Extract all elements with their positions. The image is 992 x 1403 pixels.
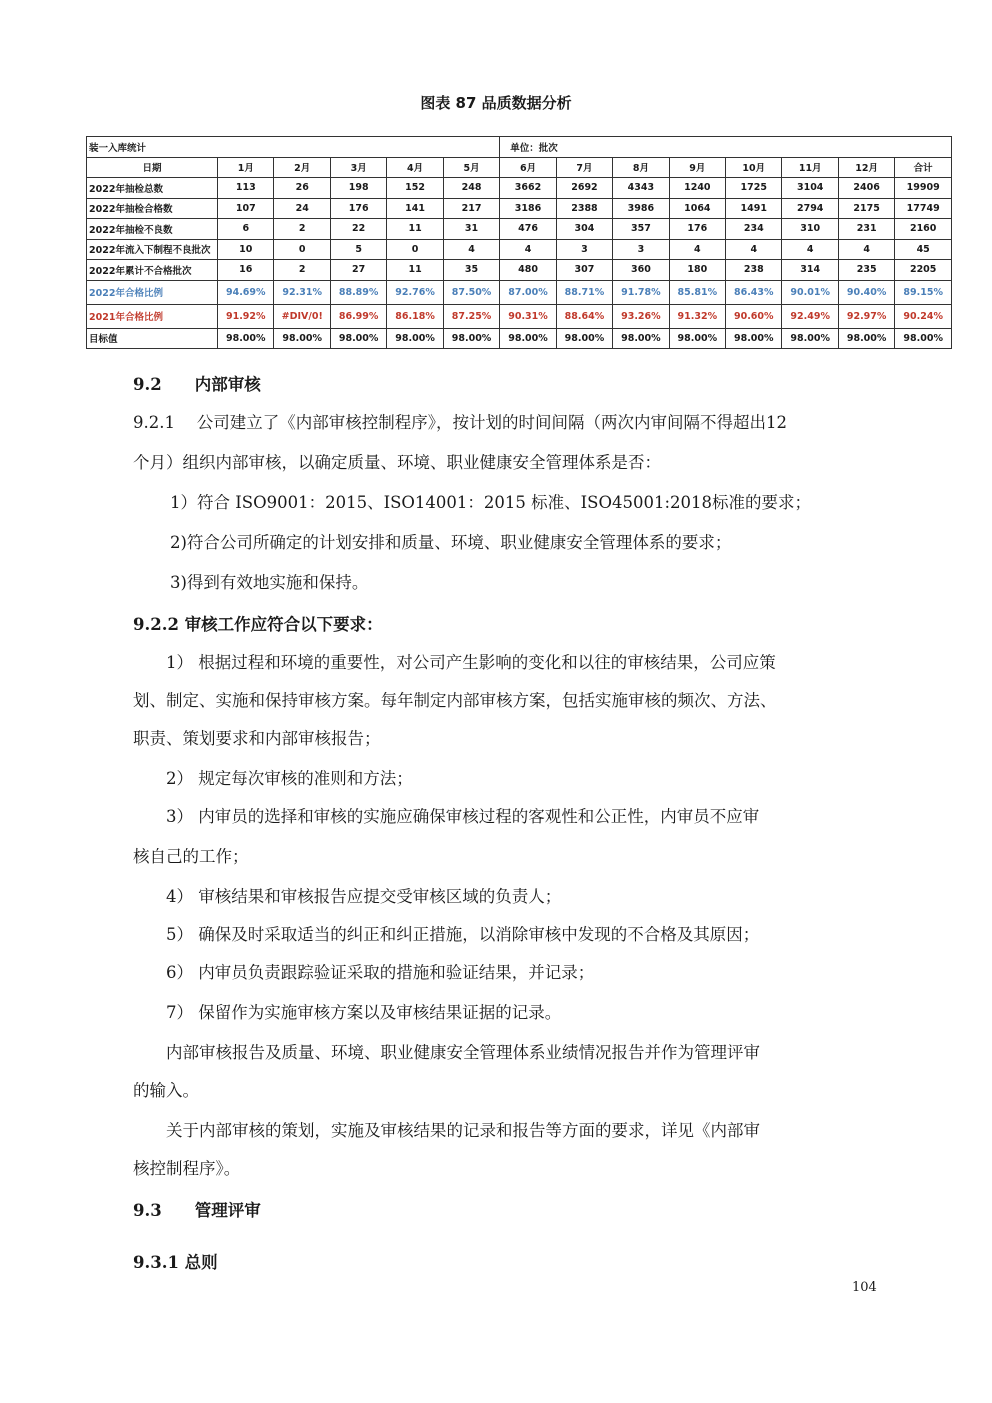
req7: 7） 保留作为实施审核方案以及审核结果证据的记录。 [166, 1003, 562, 1022]
table-cell: 2 [274, 260, 330, 281]
table-header-cell: 2月 [274, 157, 330, 178]
table-cell: 22 [330, 219, 386, 240]
table-cell: 88.89% [330, 280, 386, 304]
table-cell: 4343 [613, 178, 669, 199]
table-cell: 98.00% [669, 328, 725, 349]
table-header-cell: 9月 [669, 157, 725, 178]
table-row [87, 328, 952, 349]
req6: 6） 内审员负责跟踪验证采取的措施和验证结果，并记录； [166, 963, 595, 982]
row-label: 2022年抽检合格数 [87, 198, 218, 219]
table-cell: 94.69% [218, 280, 274, 304]
table-cell: 19909 [895, 178, 952, 199]
section-9-2-2-title: 9.2.2 审核工作应符合以下要求： [133, 615, 383, 634]
table-cell: 2 [274, 219, 330, 240]
req1-line2: 划、制定、实施和保持审核方案。每年制定内部审核方案，包括实施审核的频次、方法、 [133, 691, 777, 710]
table-title-left: 装一入库统计 [87, 137, 500, 158]
table-cell: 1240 [669, 178, 725, 199]
table-cell: 4 [726, 239, 782, 260]
table-header-cell: 1月 [218, 157, 274, 178]
s921-item1: 1）符合 ISO9001：2015、ISO14001：2015 标准、ISO45001:2018标准的要求； [170, 493, 812, 512]
table-cell: 3 [556, 239, 612, 260]
table-row [87, 239, 952, 260]
table-cell: 2205 [895, 260, 952, 281]
table-title-row [87, 137, 952, 158]
table-cell: 98.00% [613, 328, 669, 349]
table-cell: #DIV/0! [274, 304, 330, 328]
table-cell: 304 [556, 219, 612, 240]
table-cell: 238 [726, 260, 782, 281]
table-header-cell: 4月 [387, 157, 443, 178]
table-cell: 0 [274, 239, 330, 260]
table-cell: 92.76% [387, 280, 443, 304]
table-cell: 4 [500, 239, 556, 260]
table-cell: 3 [613, 239, 669, 260]
table-cell: 98.00% [443, 328, 500, 349]
table-cell: 307 [556, 260, 612, 281]
table-row [87, 304, 952, 328]
table-cell: 87.25% [443, 304, 500, 328]
req3-line2: 核自己的工作； [133, 847, 249, 866]
table-cell: 3104 [782, 178, 838, 199]
row-label: 2022年流入下制程不良批次 [87, 239, 218, 260]
figure-caption: 图表 87 品质数据分析 [420, 94, 572, 112]
table-header-row [87, 157, 952, 178]
table-cell: 1725 [726, 178, 782, 199]
table-header-cell: 合计 [895, 157, 952, 178]
table-cell: 248 [443, 178, 500, 199]
table-cell: 3986 [613, 198, 669, 219]
table-cell: 98.00% [330, 328, 386, 349]
table-cell: 1064 [669, 198, 725, 219]
table-cell: 27 [330, 260, 386, 281]
para1-line2: 的输入。 [133, 1081, 199, 1100]
row-label: 2022年抽检总数 [87, 178, 218, 199]
table-cell: 90.24% [895, 304, 952, 328]
s921-line1: 9.2.1 公司建立了《内部审核控制程序》，按计划的时间间隔（两次内审间隔不得超出12 [133, 413, 787, 432]
table-header-cell: 8月 [613, 157, 669, 178]
table-cell: 98.00% [274, 328, 330, 349]
table-row [87, 198, 952, 219]
row-label: 2021年合格比例 [87, 304, 218, 328]
table-cell: 234 [726, 219, 782, 240]
table-cell: 2160 [895, 219, 952, 240]
table-cell: 180 [669, 260, 725, 281]
table-cell: 10 [218, 239, 274, 260]
table-cell: 2388 [556, 198, 612, 219]
table-cell: 86.99% [330, 304, 386, 328]
row-label: 目标值 [87, 328, 218, 349]
table-cell: 6 [218, 219, 274, 240]
page-number: 104 [852, 1280, 877, 1295]
table-cell: 2406 [838, 178, 894, 199]
table-cell: 98.00% [387, 328, 443, 349]
table-cell: 98.00% [726, 328, 782, 349]
table-cell: 4 [782, 239, 838, 260]
table-cell: 1491 [726, 198, 782, 219]
table-cell: 31 [443, 219, 500, 240]
table-cell: 26 [274, 178, 330, 199]
table-cell: 89.15% [895, 280, 952, 304]
s921-item3: 3)得到有效地实施和保持。 [170, 573, 369, 592]
table-cell: 107 [218, 198, 274, 219]
table-cell: 357 [613, 219, 669, 240]
table-cell: 217 [443, 198, 500, 219]
table-cell: 176 [669, 219, 725, 240]
table-cell: 2794 [782, 198, 838, 219]
table-cell: 2692 [556, 178, 612, 199]
table-cell: 2175 [838, 198, 894, 219]
table-cell: 98.00% [782, 328, 838, 349]
table-cell: 0 [387, 239, 443, 260]
table-cell: 4 [443, 239, 500, 260]
table-cell: 90.31% [500, 304, 556, 328]
table-cell: 17749 [895, 198, 952, 219]
table-cell: 5 [330, 239, 386, 260]
table-header-cell: 11月 [782, 157, 838, 178]
table-cell: 4 [669, 239, 725, 260]
table-cell: 98.00% [500, 328, 556, 349]
table-cell: 86.43% [726, 280, 782, 304]
table-cell: 92.97% [838, 304, 894, 328]
table-cell: 113 [218, 178, 274, 199]
table-cell: 90.01% [782, 280, 838, 304]
table-row [87, 219, 952, 240]
table-cell: 35 [443, 260, 500, 281]
row-label: 2022年合格比例 [87, 280, 218, 304]
table-cell: 476 [500, 219, 556, 240]
req2: 2） 规定每次审核的准则和方法； [166, 769, 413, 788]
quality-data-table [86, 136, 952, 349]
table-row [87, 280, 952, 304]
table-cell: 98.00% [838, 328, 894, 349]
table-cell: 16 [218, 260, 274, 281]
table-cell: 45 [895, 239, 952, 260]
table-header-cell: 7月 [556, 157, 612, 178]
table-cell: 87.00% [500, 280, 556, 304]
table-unit: 单位：批次 [500, 137, 952, 158]
table-cell: 91.32% [669, 304, 725, 328]
table-header-cell: 3月 [330, 157, 386, 178]
table-cell: 88.64% [556, 304, 612, 328]
table-cell: 235 [838, 260, 894, 281]
para2-line1: 关于内部审核的策划，实施及审核结果的记录和报告等方面的要求，详见《内部审 [166, 1121, 760, 1140]
req1-line1: 1） 根据过程和环境的重要性，对公司产生影响的变化和以往的审核结果，公司应策 [166, 653, 776, 672]
table-cell: 3662 [500, 178, 556, 199]
table-cell: 314 [782, 260, 838, 281]
table-cell: 86.18% [387, 304, 443, 328]
section-9-2-title: 9.2 内部审核 [133, 375, 261, 394]
table-header-cell: 日期 [87, 157, 218, 178]
table-cell: 92.31% [274, 280, 330, 304]
table-cell: 92.49% [782, 304, 838, 328]
table-cell: 11 [387, 219, 443, 240]
table-cell: 176 [330, 198, 386, 219]
table-row [87, 260, 952, 281]
table-header-cell: 6月 [500, 157, 556, 178]
req4: 4） 审核结果和审核报告应提交受审核区域的负责人； [166, 887, 562, 906]
table-cell: 98.00% [895, 328, 952, 349]
table-cell: 98.00% [218, 328, 274, 349]
s921-line2: 个月）组织内部审核，以确定质量、环境、职业健康安全管理体系是否： [133, 453, 661, 472]
table-cell: 141 [387, 198, 443, 219]
table-header-cell: 5月 [443, 157, 500, 178]
table-cell: 90.60% [726, 304, 782, 328]
req3-line1: 3） 内审员的选择和审核的实施应确保审核过程的客观性和公正性，内审员不应审 [166, 807, 760, 826]
table-cell: 24 [274, 198, 330, 219]
section-9-3-title: 9.3 管理评审 [133, 1201, 261, 1220]
table-cell: 360 [613, 260, 669, 281]
req5: 5） 确保及时采取适当的纠正和纠正措施，以消除审核中发现的不合格及其原因； [166, 925, 760, 944]
table-cell: 3186 [500, 198, 556, 219]
table-cell: 85.81% [669, 280, 725, 304]
table-cell: 231 [838, 219, 894, 240]
req1-line3: 职责、策划要求和内部审核报告； [133, 729, 381, 748]
table-header-cell: 12月 [838, 157, 894, 178]
table-cell: 11 [387, 260, 443, 281]
table-cell: 4 [838, 239, 894, 260]
table-row [87, 178, 952, 199]
section-9-3-1-title: 9.3.1 总则 [133, 1253, 218, 1272]
table-cell: 93.26% [613, 304, 669, 328]
table-cell: 91.78% [613, 280, 669, 304]
table-header-cell: 10月 [726, 157, 782, 178]
table-cell: 91.92% [218, 304, 274, 328]
table-cell: 480 [500, 260, 556, 281]
para2-line2: 核控制程序》。 [133, 1159, 241, 1178]
table-cell: 87.50% [443, 280, 500, 304]
table-cell: 90.40% [838, 280, 894, 304]
s921-item2: 2)符合公司所确定的计划安排和质量、环境、职业健康安全管理体系的要求； [170, 533, 732, 552]
row-label: 2022年抽检不良数 [87, 219, 218, 240]
table-cell: 198 [330, 178, 386, 199]
table-cell: 152 [387, 178, 443, 199]
table-cell: 88.71% [556, 280, 612, 304]
table-cell: 310 [782, 219, 838, 240]
table-cell: 98.00% [556, 328, 612, 349]
para1-line1: 内部审核报告及质量、环境、职业健康安全管理体系业绩情况报告并作为管理评审 [166, 1043, 760, 1062]
row-label: 2022年累计不合格批次 [87, 260, 218, 281]
